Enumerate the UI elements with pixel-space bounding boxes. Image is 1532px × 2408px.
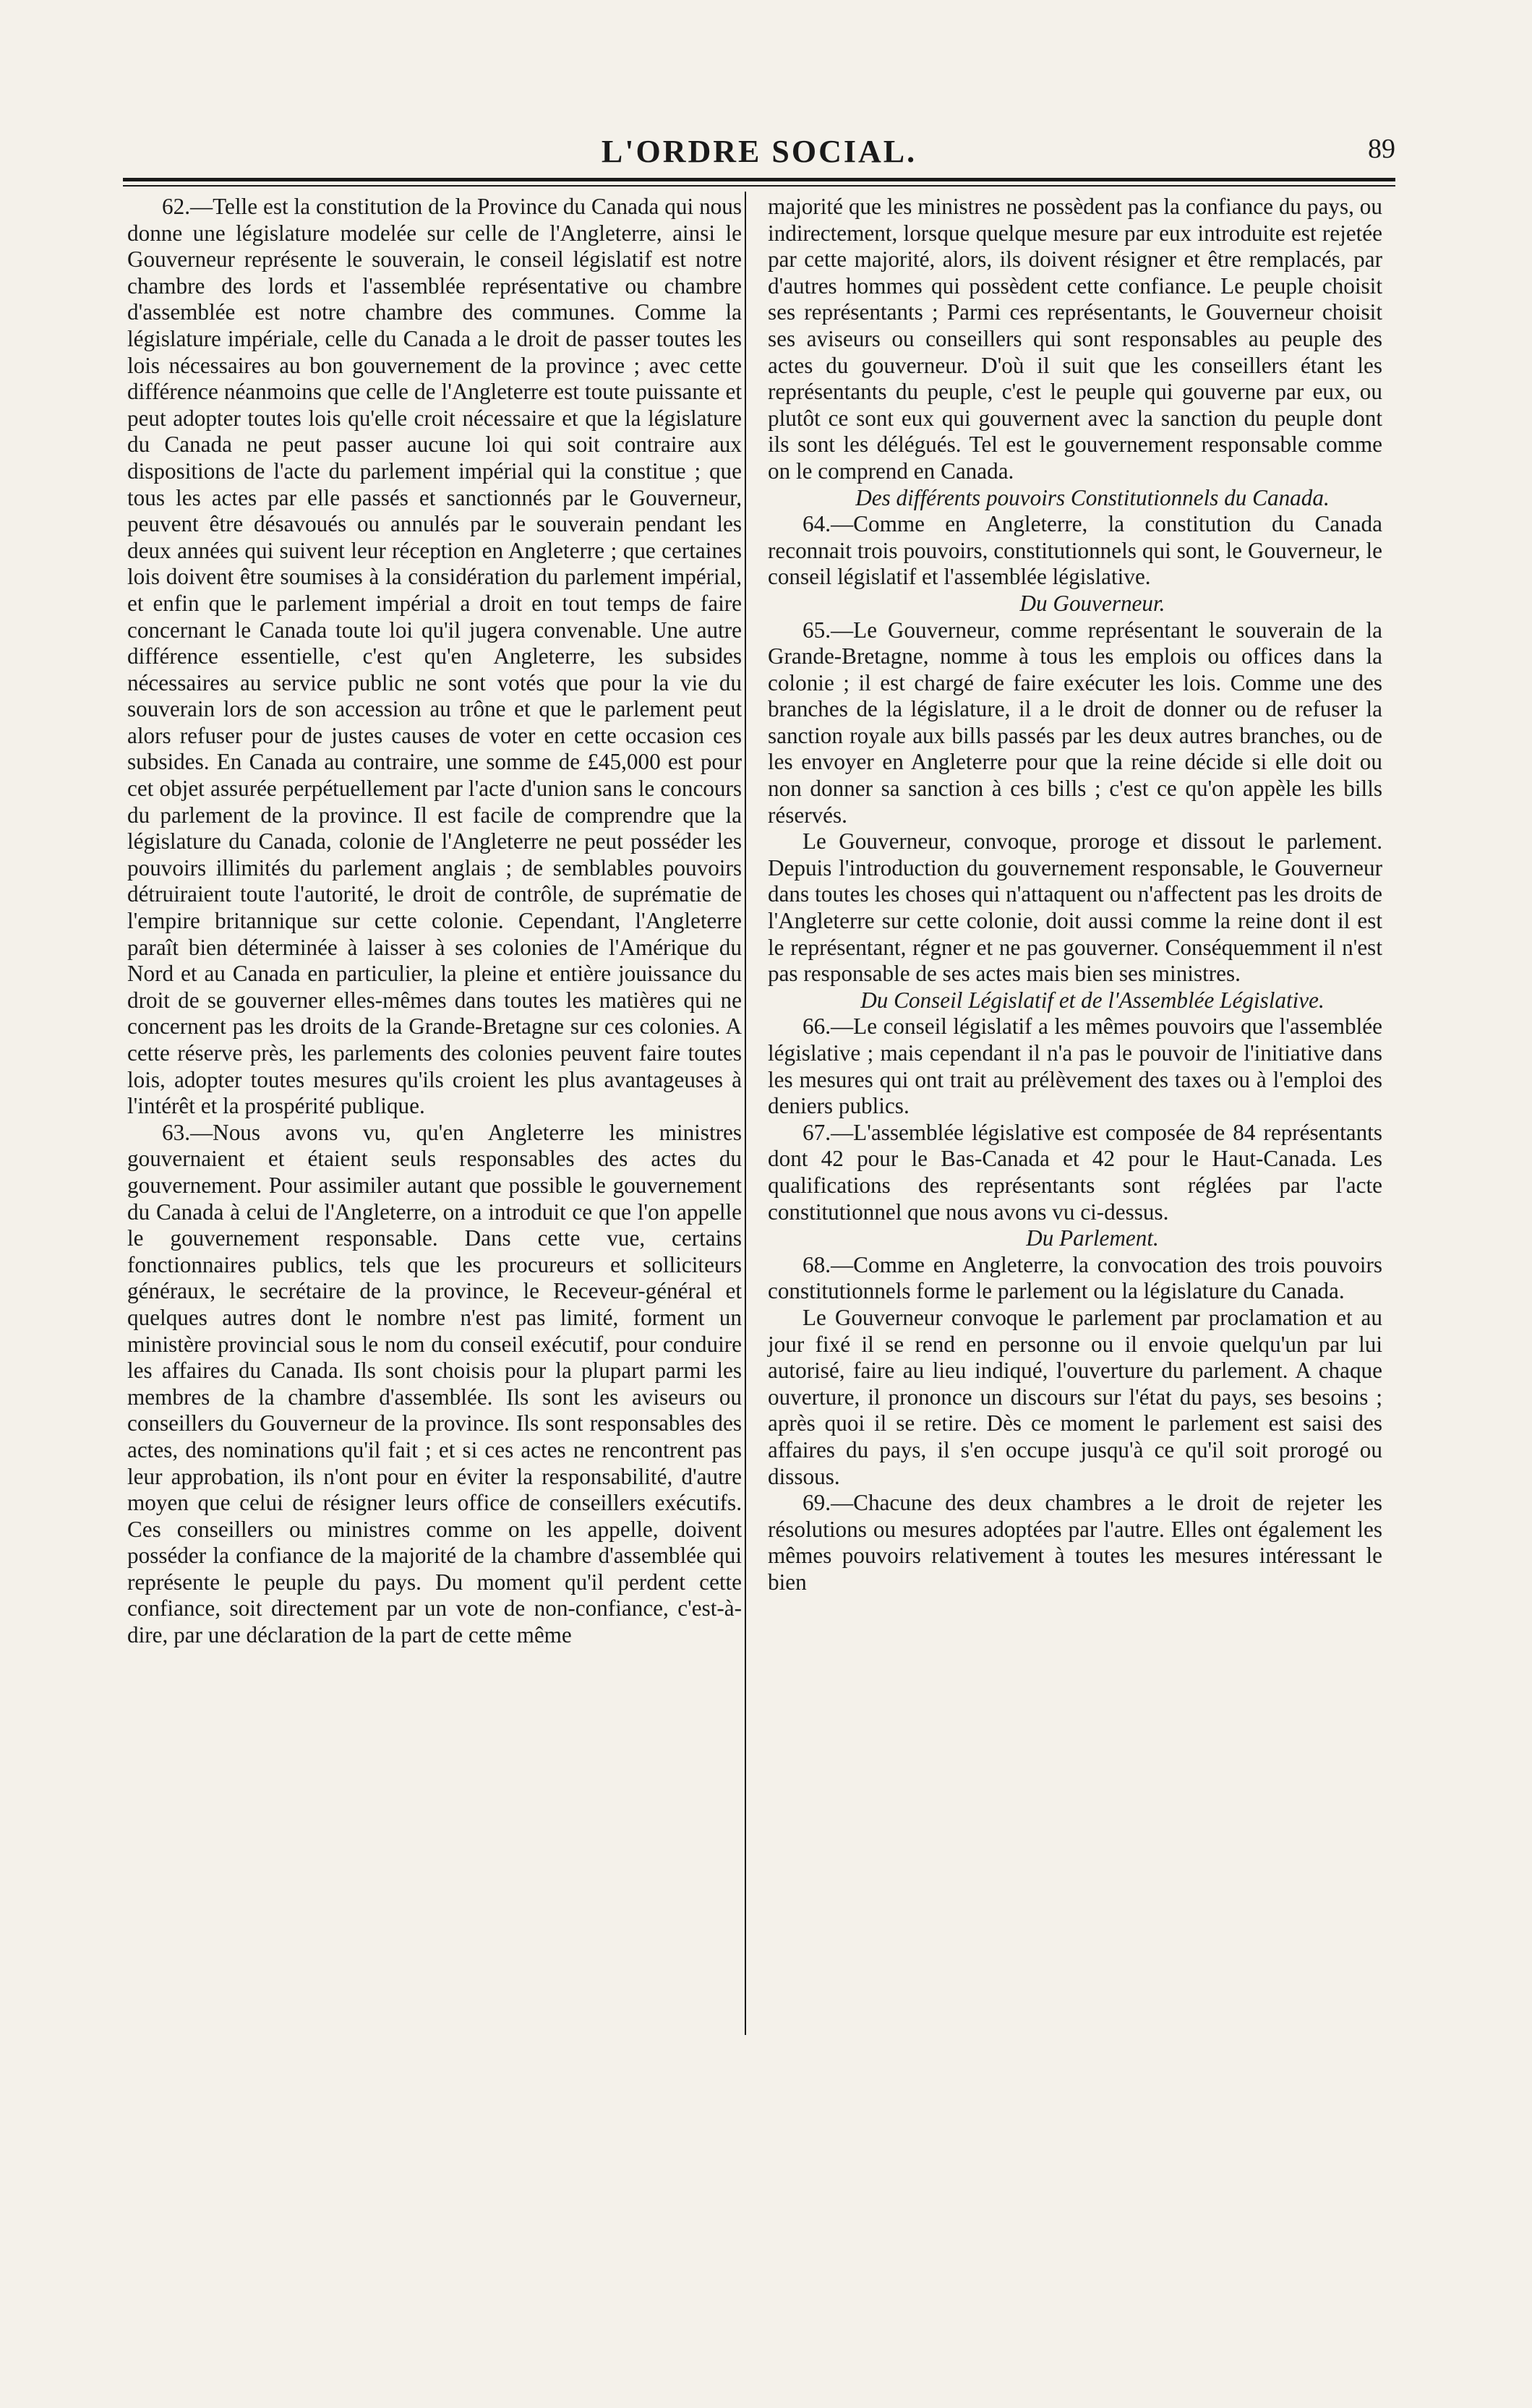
paragraph-63-continued: majorité que les ministres ne possèdent pas la confiance du pays, ou indirectement, lorsque quelque mesure par eux introduite est rejetée par cette majorité, alors, ils doivent résigner et être remplacés, par d'autres hommes qui possèdent cette confiance. Le peuple choisit ses représentants ; Parmi ces représentants, le Gouverneur choisit ses aviseurs ou conseillers qui sont responsables au peuple des actes du gouverneur. D'où il suit que les conseillers étant les représentants du peuple, c'est le peuple qui gouverne par eux, ou plutôt ce sont eux qui gouvernent avec la sanction du peuple dont ils sont les délégués. Tel est le gouvernement responsable comme on le comprend en Canada. xyxy=(768,194,1382,484)
paragraph-67: 67.—L'assemblée législative est composée de 84 représentants dont 42 pour le Bas-Canada et 42 pour le Haut-Canada. Les qualifications des représentants sont réglées par l'acte constitutionnel que nous avons vu ci-dessus. xyxy=(768,1119,1382,1225)
paragraph-65b: Le Gouverneur, convoque, proroge et dissout le parlement. Depuis l'introduction du gouvernement responsable, le Gouverneur dans toutes les choses qui n'attaquent ou n'affectent pas les droits de l'Angleterre sur cette colonie, doit aussi comme la reine dont il est le représentant, régner et ne pas gouverner. Conséquemment il n'est pas responsable de ses actes mais bien ses ministres. xyxy=(768,828,1382,987)
section-heading-parlement: Du Parlement. xyxy=(1026,1225,1159,1251)
section-heading-gouverneur: Du Gouverneur. xyxy=(1019,590,1165,616)
section-heading-pouvoirs: Des différents pouvoirs Constitutionnels du Canada. xyxy=(855,484,1330,510)
page-header xyxy=(123,123,1395,173)
paragraph-69: 69.—Chacune des deux chambres a le droit de rejeter les résolutions ou mesures adoptées par l'autre. Elles ont également les mêmes pouvoirs relativement à toutes les mesures intéressant le bien xyxy=(768,1490,1382,1595)
column-divider xyxy=(745,192,746,2035)
paragraph-62: 62.—Telle est la constitution de la Province du Canada qui nous donne une législature modelée sur celle de l'Angleterre, ainsi le Gouverneur représente le souverain, le conseil législatif est notre chambre des lords et l'assemblée représentative ou chambre d'assemblée est notre chambre des communes. Comme la législature impériale, celle du Canada a le droit de passer toutes les lois nécessaires au bon gouvernement de la province ; avec cette différence néanmoins que celle de l'Angleterre est toute puissante et peut adopter toutes lois qu'elle croit nécessaire et que la législature du Canada ne peut passer aucune loi qui soit contraire aux dispositions de l'acte du parlement impérial qui la constitue ; que tous les actes par elle passés et sanctionnés par le Gouverneur, peuvent être désavoués ou annulés par le souverain pendant les deux années qui suivent leur réception en Angleterre ; que certaines lois doivent être soumises à la considération du parlement impérial, et enfin que le parlement impérial a droit en tout temps de faire concernant le Canada toute loi qu'il jugera convenable. Une autre différence essentielle, c'est qu'en Angleterre, les subsides nécessaires au service public ne sont votés que pour la vie du souverain lors de son accession au trône et que le parlement peut alors refuser pour de justes causes de voter en cette occasion ces subsides. En Canada au contraire, une somme de £45,000 est pour cet objet assurée perpétuellement par l'acte d'union sans le concours du parlement de la province. Il est facile de comprendre que la législature du Canada, colonie de l'Angleterre ne peut posséder les pouvoirs illimités du parlement anglais ; de semblables pouvoirs détruiraient toute l'autorité, le droit de contrôle, de suprématie de l'empire britannique sur cette colonie. Cependant, l'Angleterre paraît bien déterminée à laisser à ses colonies de l'Amérique du Nord et au Canada en particulier, la pleine et entière jouissance du droit de se gouverner elles-mêmes dans toutes les matières qui ne concernent pas les droits de la Grande-Bretagne sur ces colonies. A cette réserve près, les parlements des colonies peuvent faire toutes lois, adopter toutes mesures qu'ils croient les plus avantageuses à l'intérêt et la prospérité publique. xyxy=(127,194,742,1119)
left-column xyxy=(127,194,742,1649)
running-title: L'ORDRE SOCIAL. xyxy=(601,134,917,169)
paragraph-68b: Le Gouverneur convoque le parlement par proclamation et au jour fixé il se rend en personne ou il envoie quelqu'un par lui autorisé, faire au lieu indiqué, l'ouverture du parlement. A chaque ouverture, il prononce un discours sur l'état du pays, ses besoins ; après quoi il se retire. Dès ce moment le parlement est saisi des affaires du pays, il s'en occupe jusqu'à ce qu'il soit prorogé ou dissous. xyxy=(768,1304,1382,1489)
header-rule-thin xyxy=(123,185,1395,187)
paragraph-64: 64.—Comme en Angleterre, la constitution du Canada reconnait trois pouvoirs, constitutionnels qui sont, le Gouverneur, le conseil législatif et l'assemblée législative. xyxy=(768,511,1382,590)
right-column xyxy=(768,194,1382,1595)
paragraph-68: 68.—Comme en Angleterre, la convocation des trois pouvoirs constitutionnels forme le parlement ou la législature du Canada. xyxy=(768,1251,1382,1304)
header-rule-thick xyxy=(123,178,1395,181)
paragraph-66: 66.—Le conseil législatif a les mêmes pouvoirs que l'assemblée législative ; mais cependant il n'a pas le pouvoir de l'initiative dans les mesures qui ont trait au prélèvement des taxes ou à l'emploi des deniers publics. xyxy=(768,1014,1382,1119)
paragraph-65: 65.—Le Gouverneur, comme représentant le souverain de la Grande-Bretagne, nomme à tous les emplois ou offices dans la colonie ; il est chargé de faire exécuter les lois. Comme une des branches de la législature, il a le droit de donner ou de refuser la sanction royale aux bills passés par les deux autres branches, ou de les envoyer en Angleterre pour que la reine décide si elle doit ou non donner sa sanction à ces bills ; c'est ce qu'on appèle les bills réservés. xyxy=(768,617,1382,828)
page-number: 89 xyxy=(1368,134,1395,164)
paragraph-63: 63.—Nous avons vu, qu'en Angleterre les ministres gouvernaient et étaient seuls responsables des actes du gouvernement. Pour assimiler autant que possible le gouvernement du Canada à celui de l'Angleterre, on a introduit ce que l'on appelle le gouvernement responsable. Dans cette vue, certains fonctionnaires publics, tels que les procureurs et solliciteurs généraux, le secrétaire de la province, le Receveur-général et quelques autres dont le nombre n'est pas limité, forment un ministère provincial sous le nom du conseil exécutif, pour conduire les affaires du Canada. Ils sont choisis pour la plupart parmi les membres de la chambre d'assemblée. Ils sont les aviseurs ou conseillers du Gouverneur de la province. Ils sont responsables des actes, des nominations qu'il fait ; et si ces actes ne rencontrent pas leur approbation, ils n'ont pour en éviter la responsabilité, d'autre moyen que celui de résigner leurs office de conseillers exécutifs. Ces conseillers ou ministres comme on les appelle, doivent posséder la confiance de la majorité de la chambre d'assemblée qui représente le peuple du pays. Du moment qu'il perdent cette confiance, soit directement par un vote de non-confiance, c'est-à-dire, par une déclaration de la part de cette même xyxy=(127,1119,742,1648)
section-heading-conseil: Du Conseil Législatif et de l'Assemblée Législative. xyxy=(860,987,1325,1013)
